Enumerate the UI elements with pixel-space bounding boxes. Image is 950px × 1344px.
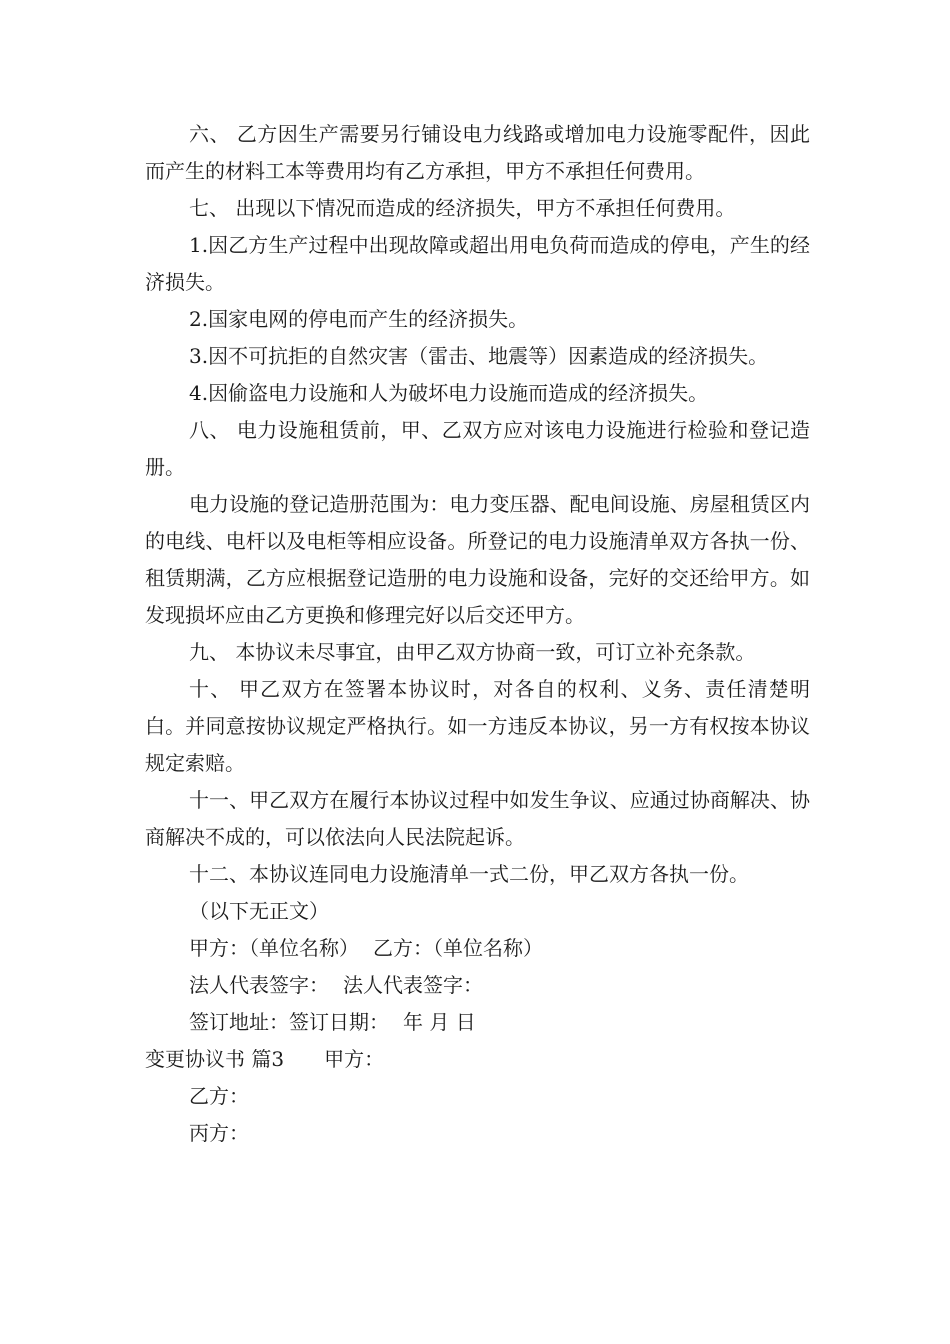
clause-7: 七、 出现以下情况而造成的经济损失，甲方不承担任何费用。 (189, 196, 736, 220)
clause-7-item-3: 3.因不可抗拒的自然灾害（雷击、地震等）因素造成的经济损失。 (189, 344, 769, 368)
clause-6: 六、 乙方因生产需要另行铺设电力线路或增加电力设施零配件，因此而产生的材料工本等费用均有乙方承担，甲方不承担任何费用。 (145, 122, 810, 183)
clause-11: 十一、甲乙双方在履行本协议过程中如发生争议、应通过协商解决、协商解决不成的，可以依法向人民法院起诉。 (145, 788, 810, 849)
section3-party-a: 甲方： (324, 1047, 385, 1071)
clause-12: 十二、本协议连同电力设施清单一式二份，甲乙双方各执一份。 (189, 862, 749, 886)
date-blanks: 年 月 日 (403, 1010, 476, 1034)
clause-7-item-4: 4.因偷盗电力设施和人为破坏电力设施而造成的经济损失。 (189, 381, 709, 405)
clause-10: 十、 甲乙双方在签署本协议时，对各自的权利、义务、责任清楚明白。并同意按协议规定严格执行。如一方违反本协议，另一方有权按本协议规定索赔。 (145, 677, 810, 775)
party-b-label: 乙方：（单位名称） (373, 936, 543, 960)
section3-party-c: 丙方： (189, 1121, 249, 1145)
date-label: 签订日期： (289, 1010, 389, 1034)
address-label: 签订地址： (189, 1010, 289, 1034)
clause-8: 八、 电力设施租赁前，甲、乙双方应对该电力设施进行检验和登记造册。 (145, 418, 810, 479)
signature-representatives (145, 967, 810, 1004)
party-a-label: 甲方：（单位名称） (189, 936, 359, 960)
section3-party-b: 乙方： (189, 1084, 249, 1108)
no-text-note: （以下无正文） (189, 899, 329, 923)
clause-8-scope: 电力设施的登记造册范围为：电力变压器、配电间设施、房屋租赁区内的电线、电杆以及电柜等相应设备。所登记的电力设施清单双方各执一份、租赁期满，乙方应根据登记造册的电力设施和设备，完好的交还给甲方。如发现损坏应由乙方更换和修理完好以后交还甲方。 (145, 492, 810, 627)
document-body (145, 116, 810, 1152)
clause-7-item-2: 2.国家电网的停电而产生的经济损失。 (189, 307, 529, 331)
clause-9: 九、 本协议未尽事宜，由甲乙双方协商一致，可订立补充条款。 (189, 640, 756, 664)
rep-b-label: 法人代表签字： (343, 973, 483, 997)
rep-a-label: 法人代表签字： (189, 973, 329, 997)
clause-7-item-1: 1.因乙方生产过程中出现故障或超出用电负荷而造成的停电，产生的经济损失。 (145, 233, 810, 294)
section3-title: 变更协议书 篇3 (145, 1047, 285, 1071)
signature-place-date (145, 1004, 810, 1041)
signature-parties (145, 930, 810, 967)
section3-header (145, 1041, 810, 1078)
